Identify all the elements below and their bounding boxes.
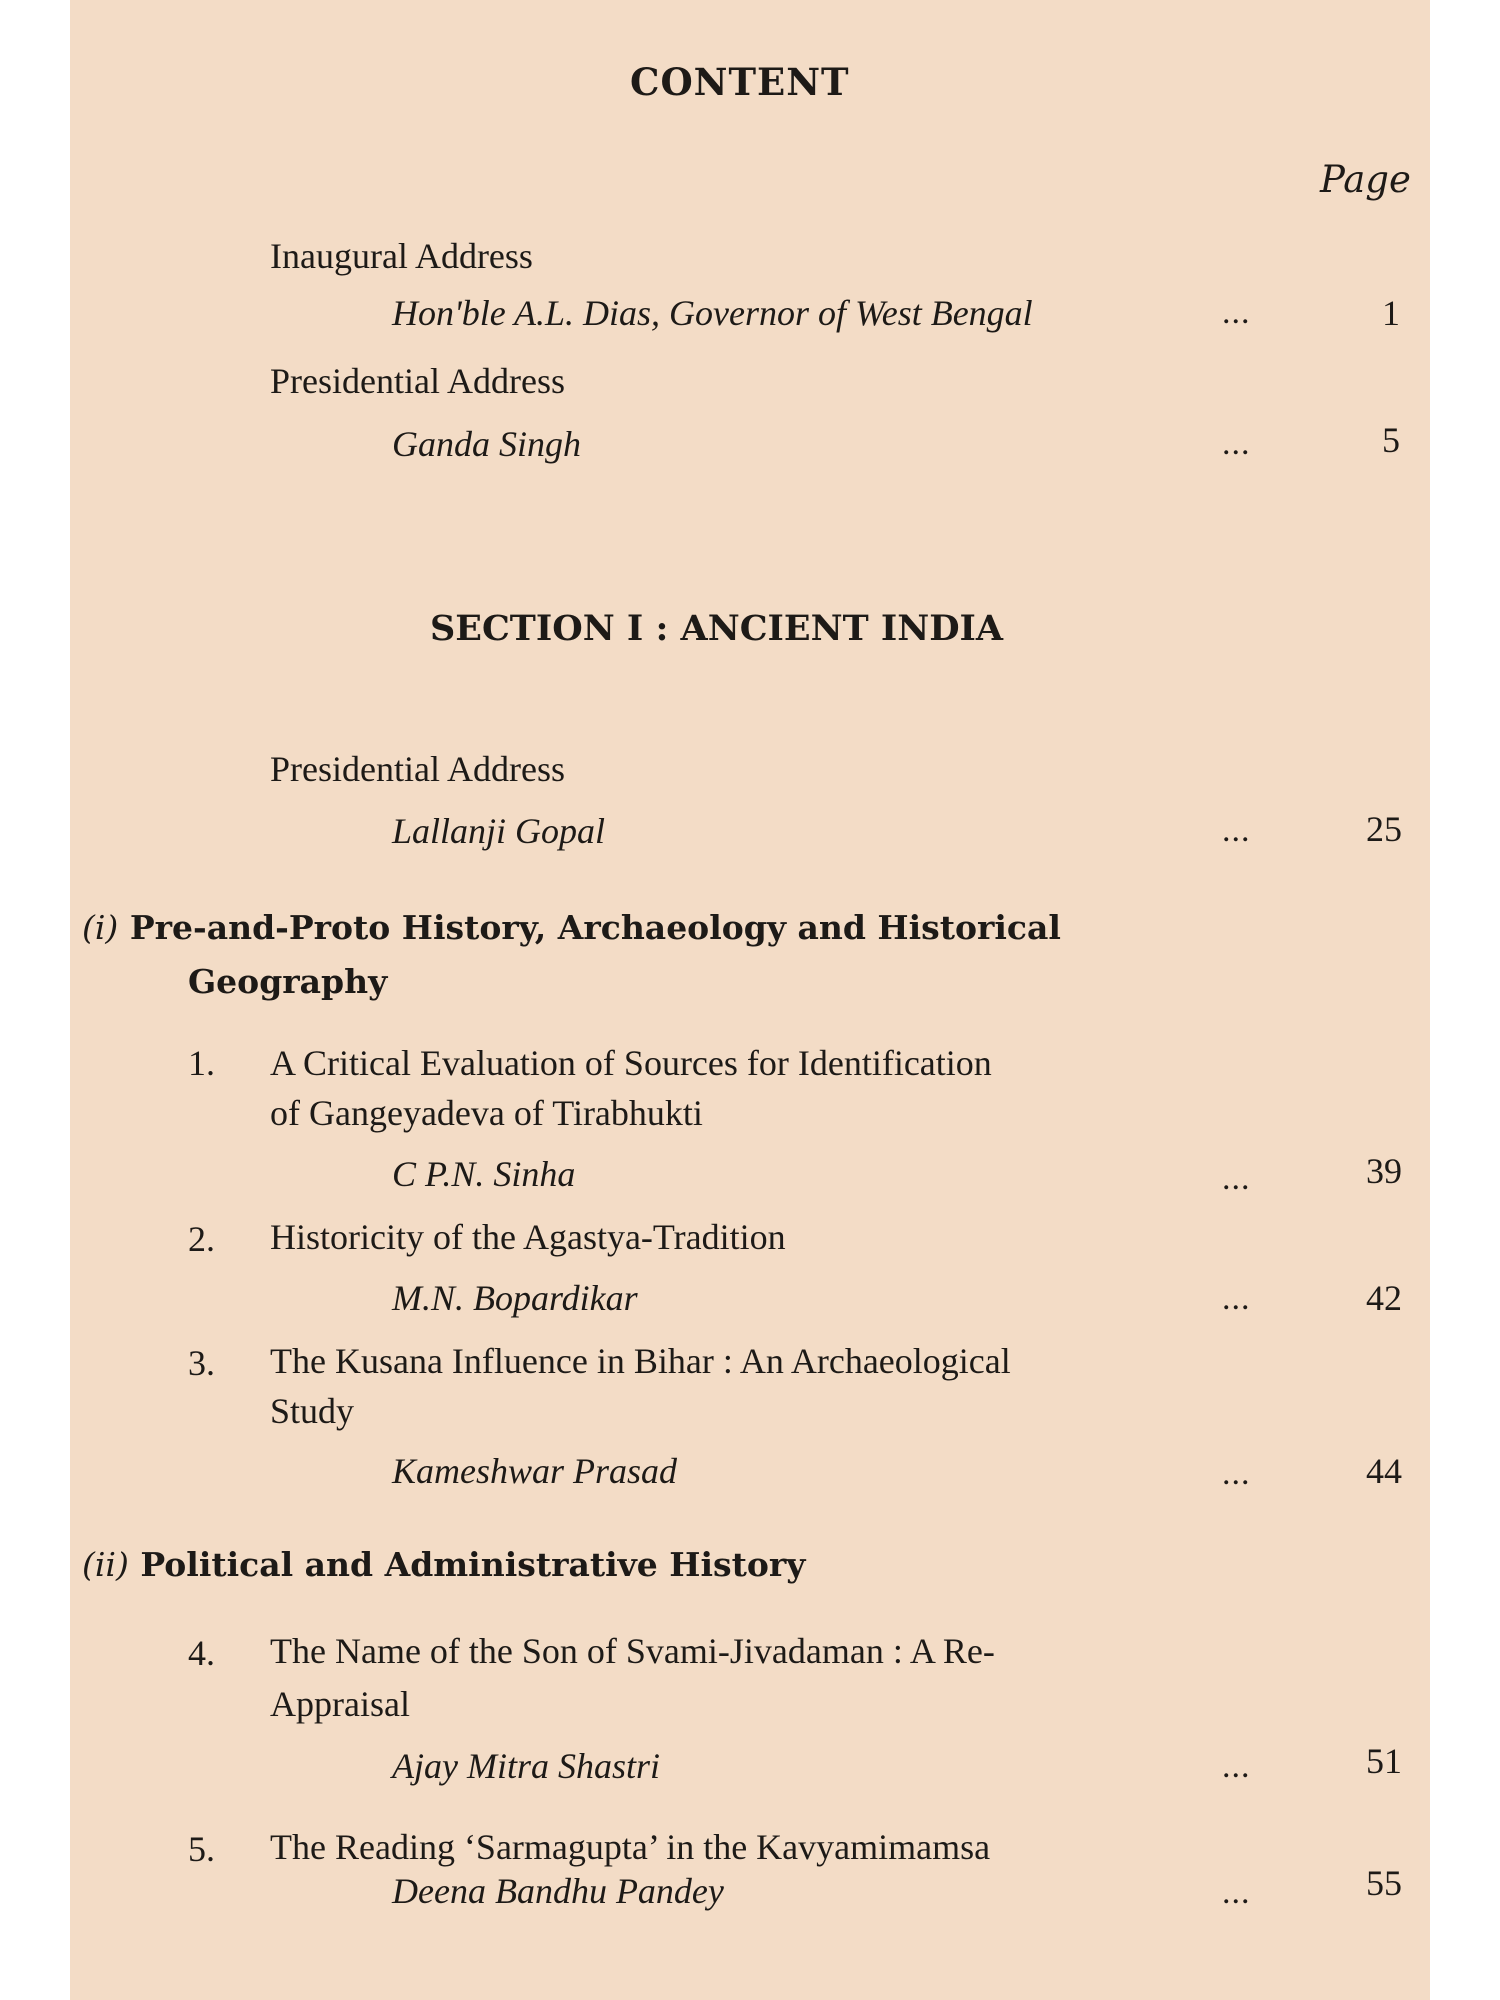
inaugural-address-label: Inaugural Address bbox=[270, 236, 533, 276]
leader-dots: ... bbox=[1222, 1160, 1251, 1197]
leader-dots: ... bbox=[1222, 294, 1251, 331]
entry-page: 51 bbox=[1366, 1741, 1402, 1781]
entry-page: 55 bbox=[1366, 1863, 1402, 1903]
page-title: CONTENT bbox=[630, 60, 850, 104]
entry-title-continued: Study bbox=[270, 1391, 355, 1431]
subsection-heading bbox=[82, 908, 1061, 947]
entry-author: Kameshwar Prasad bbox=[392, 1451, 678, 1491]
entry-title: Historicity of the Agastya-Tradition bbox=[270, 1217, 786, 1257]
entry-number: 5. bbox=[188, 1829, 215, 1869]
subsection-title-line2: Geography bbox=[188, 962, 388, 1001]
entry-author: M.N. Bopardikar bbox=[392, 1278, 638, 1318]
entry-page: 44 bbox=[1366, 1451, 1402, 1491]
entry-page: 42 bbox=[1366, 1278, 1402, 1318]
entry-title: The Reading ‘Sarmagupta’ in the Kavyamimamsa bbox=[270, 1827, 991, 1867]
entry-title-continued: of Gangeyadeva of Tirabhukti bbox=[270, 1093, 703, 1133]
entry-number: 2. bbox=[188, 1219, 215, 1259]
leader-dots: ... bbox=[1222, 1455, 1251, 1492]
entry-author: C P.N. Sinha bbox=[392, 1154, 576, 1194]
entry-page: 39 bbox=[1366, 1151, 1402, 1191]
subsection-title: Political and Administrative History bbox=[140, 1545, 806, 1584]
subsection-heading bbox=[82, 1545, 805, 1584]
leader-dots: ... bbox=[1222, 425, 1251, 462]
leader-dots: ... bbox=[1222, 1748, 1251, 1785]
inaugural-address-page: 1 bbox=[1382, 293, 1400, 333]
subsection-number: (ii) bbox=[82, 1545, 129, 1584]
leader-dots: ... bbox=[1222, 812, 1251, 849]
entry-number: 1. bbox=[188, 1043, 215, 1083]
section-presidential-author: Lallanji Gopal bbox=[392, 811, 606, 851]
entry-number: 4. bbox=[188, 1633, 215, 1673]
entry-number: 3. bbox=[188, 1343, 215, 1383]
section-presidential-page: 25 bbox=[1366, 809, 1402, 849]
entry-title: The Name of the Son of Svami-Jivadaman : A Re- bbox=[270, 1631, 995, 1671]
section-heading: SECTION I : ANCIENT INDIA bbox=[430, 608, 1004, 649]
subsection-number: (i) bbox=[82, 908, 119, 947]
presidential-address-page: 5 bbox=[1382, 420, 1400, 460]
entry-title-continued: Appraisal bbox=[270, 1684, 410, 1724]
page-column-header: Page bbox=[1320, 158, 1411, 201]
book-page bbox=[70, 0, 1430, 2000]
entry-title: The Kusana Influence in Bihar : An Archaeological bbox=[270, 1341, 1011, 1381]
presidential-address-author: Ganda Singh bbox=[392, 424, 581, 464]
entry-author: Ajay Mitra Shastri bbox=[392, 1746, 660, 1786]
inaugural-address-author: Hon'ble A.L. Dias, Governor of West Bengal bbox=[392, 293, 1033, 333]
section-presidential-label: Presidential Address bbox=[270, 749, 565, 789]
entry-author: Deena Bandhu Pandey bbox=[392, 1871, 724, 1911]
presidential-address-label: Presidential Address bbox=[270, 361, 565, 401]
leader-dots: ... bbox=[1222, 1280, 1251, 1317]
entry-title: A Critical Evaluation of Sources for Identification bbox=[270, 1043, 992, 1083]
subsection-title-line1: Pre-and-Proto History, Archaeology and Historical bbox=[129, 908, 1061, 947]
leader-dots: ... bbox=[1222, 1874, 1251, 1911]
